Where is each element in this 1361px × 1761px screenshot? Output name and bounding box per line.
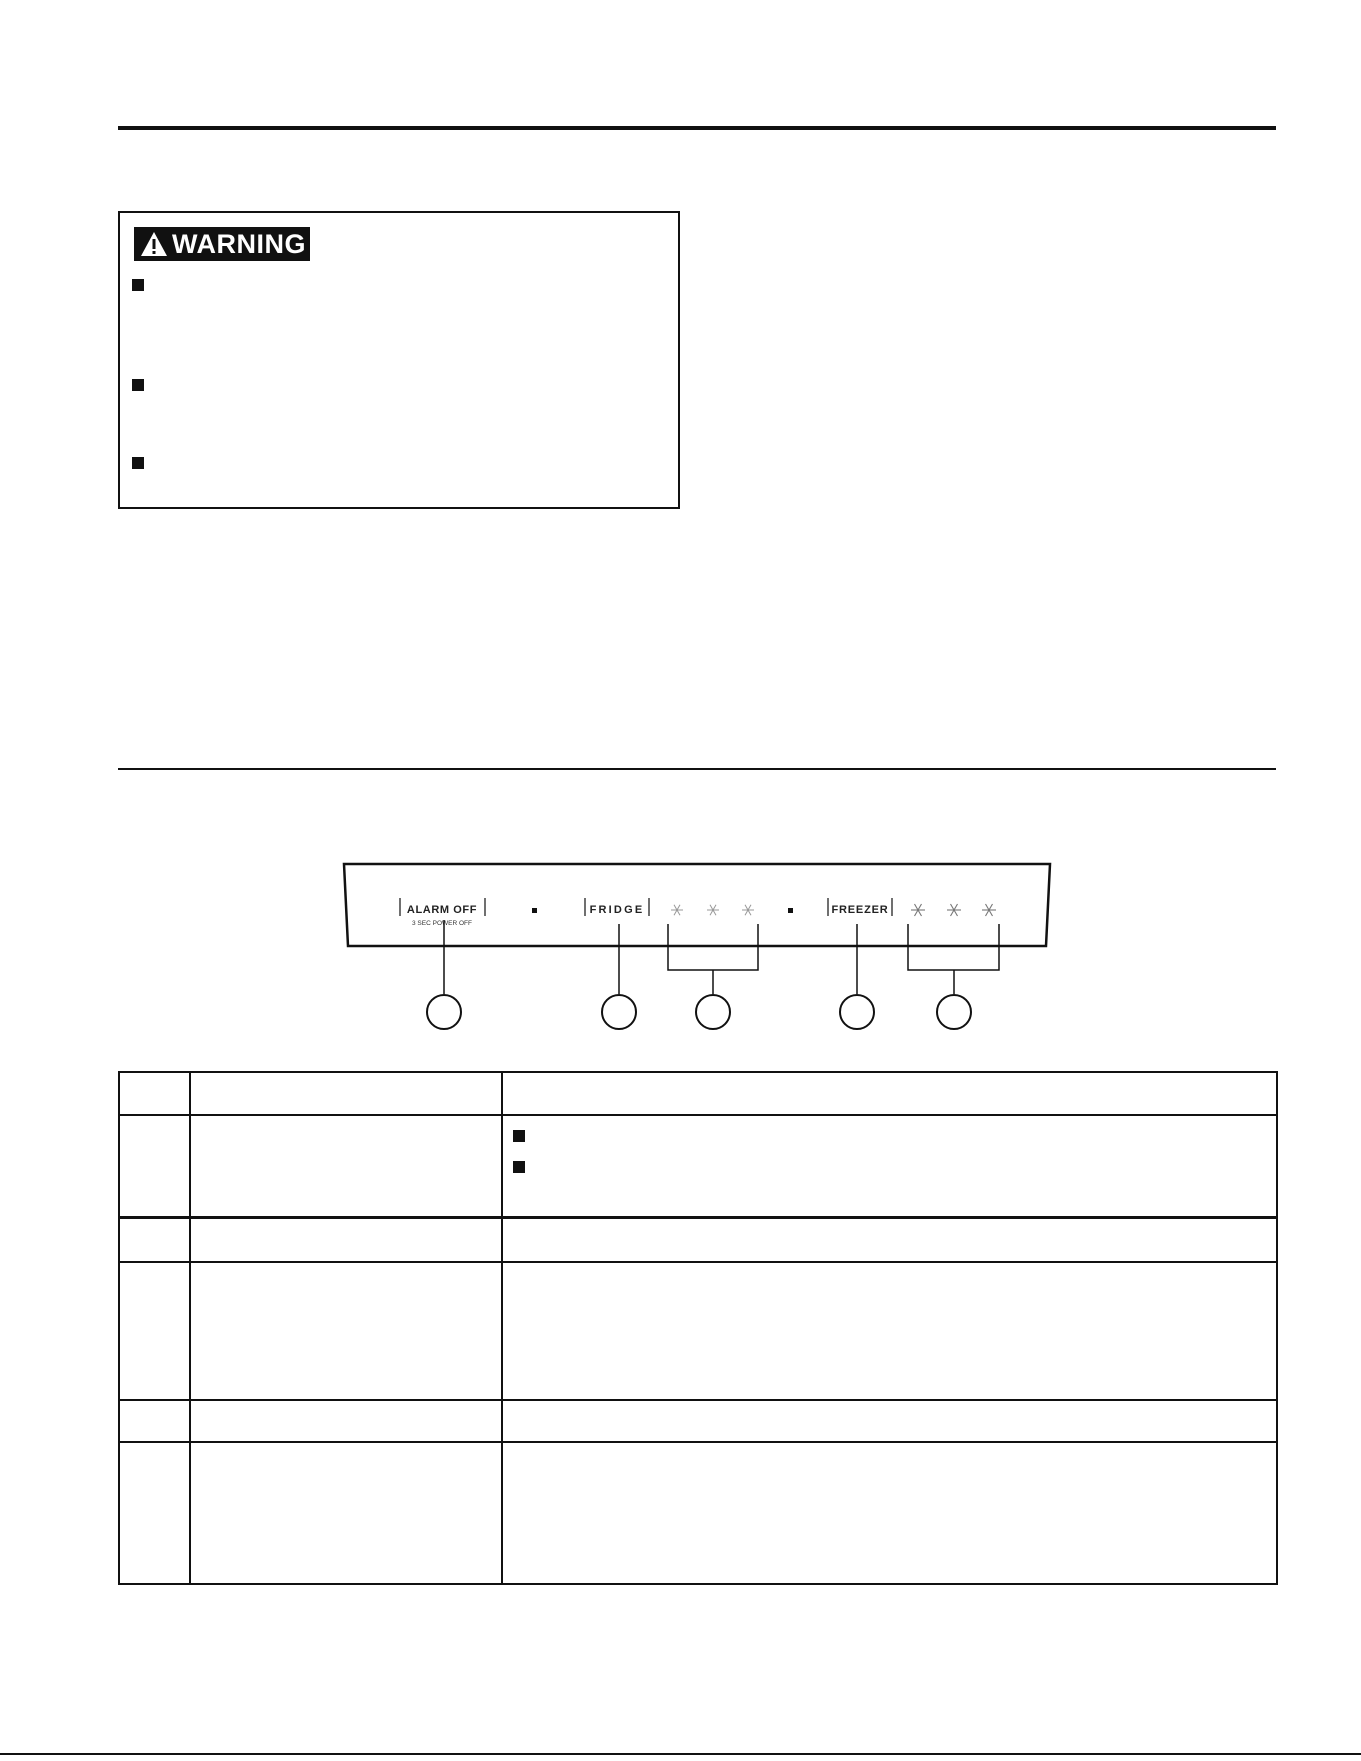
warning-box	[118, 211, 680, 509]
indicator-dot	[532, 908, 537, 913]
table-cell	[119, 1218, 190, 1262]
table-cell	[190, 1115, 502, 1218]
warning-bullet	[132, 379, 144, 391]
warning-label	[134, 227, 310, 261]
bottom-rule	[0, 1753, 1361, 1755]
callout-circle-4	[839, 994, 875, 1030]
table-header-cell	[119, 1072, 190, 1115]
table-cell	[119, 1400, 190, 1442]
alarm-off-sublabel: 3 SEC POWER OFF	[412, 920, 472, 927]
callout-circle-3	[695, 994, 731, 1030]
indicator-dot	[788, 908, 793, 913]
freezer-label: FREEZER	[831, 904, 889, 916]
warning-bullet	[132, 457, 144, 469]
table-bullet	[513, 1130, 525, 1142]
table-bullet	[513, 1161, 525, 1173]
table-row	[119, 1400, 1277, 1442]
table-cell	[502, 1400, 1277, 1442]
table-row	[119, 1442, 1277, 1584]
table-cell	[190, 1442, 502, 1584]
top-rule	[118, 126, 1276, 130]
warning-title: WARNING	[172, 228, 306, 259]
table-cell	[119, 1115, 190, 1218]
callout-circle-5	[936, 994, 972, 1030]
table-cell	[502, 1442, 1277, 1584]
callout-circle-1	[426, 994, 462, 1030]
table-cell	[190, 1400, 502, 1442]
table-row	[119, 1218, 1277, 1262]
table-cell	[190, 1218, 502, 1262]
table-cell	[190, 1262, 502, 1400]
alarm-off-label: ALARM OFF	[406, 904, 478, 916]
table-cell	[119, 1262, 190, 1400]
table-cell	[502, 1262, 1277, 1400]
table-row	[119, 1115, 1277, 1218]
section-rule	[118, 768, 1276, 770]
warning-triangle-icon	[140, 230, 168, 258]
table-header-cell	[190, 1072, 502, 1115]
table-cell	[502, 1115, 1277, 1218]
callout-circle-2	[601, 994, 637, 1030]
fridge-label: FRIDGE	[589, 904, 645, 916]
table-cell	[119, 1442, 190, 1584]
table-row	[119, 1262, 1277, 1400]
table-header-row	[119, 1072, 1277, 1115]
warning-bullet	[132, 279, 144, 291]
controls-table	[118, 1071, 1278, 1585]
table-cell	[502, 1218, 1277, 1262]
callout-leaders	[342, 920, 1052, 1000]
table-header-cell	[502, 1072, 1277, 1115]
